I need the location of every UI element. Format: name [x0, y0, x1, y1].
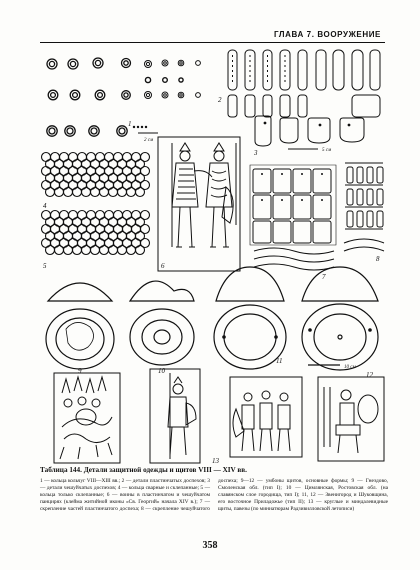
panel-number-6: 6 [161, 262, 165, 270]
panel-number-10: 10 [158, 367, 165, 375]
scale-label-2cm: 2 см [144, 138, 154, 143]
panel-number-2: 2 [218, 96, 222, 104]
panel-number-12: 12 [366, 371, 373, 379]
chain-mail-riveted [42, 211, 150, 271]
panel-number-9: 9 [78, 367, 82, 375]
chain-mail-welded [42, 153, 150, 211]
panel-number-3: 3 [254, 149, 258, 157]
chapter-title: ГЛАВА 7. ВООРУЖЕНИЕ [273, 30, 381, 39]
warriors-icon-panel [158, 137, 240, 271]
rings-illustration [47, 58, 201, 143]
page-number: 358 [202, 540, 218, 551]
panel-number-8: 8 [376, 255, 380, 263]
lamellar-fragment [250, 165, 336, 281]
lamellar-plates [218, 50, 380, 117]
panel-number-5: 5 [43, 262, 47, 270]
running-header [40, 30, 385, 43]
scale-label-5cm: 5 см [322, 148, 332, 153]
scale-lacing [344, 163, 384, 263]
panel-number-1: 1 [128, 120, 132, 128]
panel-number-13: 13 [212, 457, 219, 465]
panel-number-7: 7 [322, 273, 326, 281]
scale-label-10cm: 10 см [344, 365, 356, 370]
table-caption-text: 1 — кольца кольчуг VIII—XIII вв.; 2 — детали пластинчатых доспехов; 3 — детали чешуйчатых доспехов; 4 — кольца сварные и склепанные; 5 — кольца только склепанные; 6 — воины в пластинчатом и чешуйчатом панцирях (клейма житийной иконы «Св. Георгий» начала XIV в.); 7 — скрепление частей пластинчатого доспеха; 8 — скрепление чешуйчатого доспеха; 9—12 — умбоны щитов, основные формы; 9 — Гнездово, Смоленская обл. (тип I); 10 — Цимлянская, Ростовская обл. (на славянском слое городища, тип I); 11, 12 — Звенигород и Шуковщина, его восточное Приладожье (тип II); 13 — круглые и миндалевидные щиты, павезы (по миниатюрам Радзивилловской летописи) [40, 478, 388, 513]
panel-number-4: 4 [43, 202, 47, 210]
scale-armor-pieces [253, 116, 364, 157]
chronicle-miniatures [54, 369, 384, 465]
shield-umbos [46, 267, 378, 379]
illustration-plate [40, 47, 385, 465]
panel-number-11: 11 [276, 357, 283, 365]
table-caption-title: Таблица 144. Детали защитной одежды и щитов VIII — XIV вв. [40, 466, 247, 474]
